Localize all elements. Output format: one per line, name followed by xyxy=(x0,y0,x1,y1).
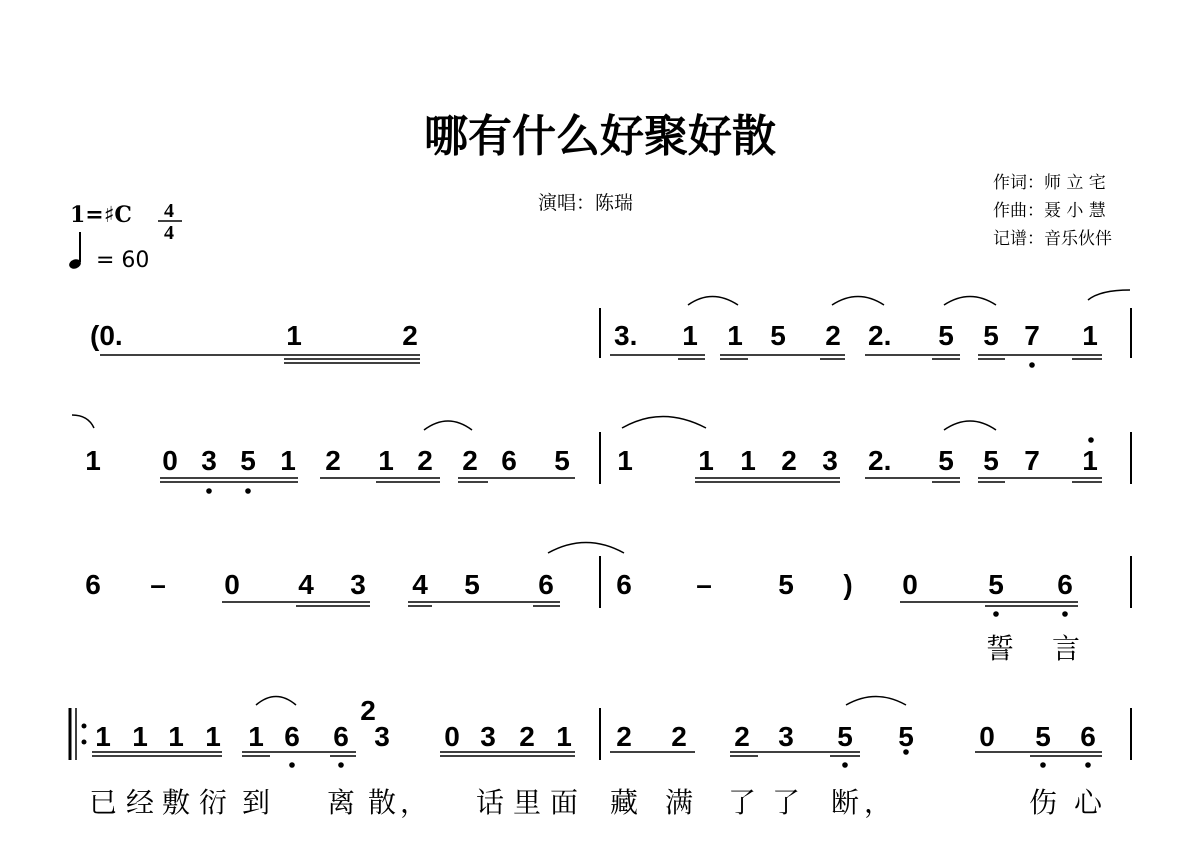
lyric: 衍 xyxy=(198,786,228,819)
lyric: 到 xyxy=(241,786,271,819)
transcriber-credit: 记谱：音乐伙伴 xyxy=(993,229,1112,249)
lyric: 散 xyxy=(367,786,397,819)
note: 6 xyxy=(501,445,517,476)
score-line-1 xyxy=(90,320,1098,351)
note: 6 xyxy=(616,569,632,600)
note: 5 xyxy=(464,569,480,600)
note: 0 xyxy=(162,445,178,476)
lyric: 里 xyxy=(512,786,542,819)
lyric: 伤 xyxy=(1028,786,1058,819)
octave-dots xyxy=(206,362,1094,768)
note: 1 xyxy=(280,445,296,476)
note: 7 xyxy=(1024,320,1040,351)
lyric: 了 xyxy=(727,786,757,819)
note: 6 xyxy=(538,569,554,600)
note: 1 xyxy=(617,445,633,476)
note: 1 xyxy=(682,320,698,351)
note: 1 xyxy=(132,721,148,752)
lyric: ， xyxy=(399,786,429,819)
note: 3 xyxy=(822,445,838,476)
note: 2 xyxy=(417,445,433,476)
key-signature: 1=♯C xyxy=(70,202,132,228)
note: 1 xyxy=(740,445,756,476)
note: 5 xyxy=(983,445,999,476)
underlines xyxy=(92,355,1102,756)
note: 1 xyxy=(556,721,572,752)
note: 2 xyxy=(616,721,632,752)
time-bottom: 4 xyxy=(164,222,174,244)
singer-line: 演唱：陈瑞 xyxy=(538,192,634,214)
note: 2 xyxy=(325,445,341,476)
note: 1 xyxy=(286,320,302,351)
lyric: 誓 xyxy=(985,632,1015,665)
note: 3. xyxy=(614,320,638,351)
song-title: 哪有什么好聚好散 xyxy=(424,111,776,162)
grace-note: 2 xyxy=(360,695,376,726)
note: 4 xyxy=(298,569,314,600)
lyricist-credit: 作词：师 立 宅 xyxy=(993,173,1106,193)
close-paren: ) xyxy=(843,569,853,600)
note: 2. xyxy=(868,445,892,476)
note: 6 xyxy=(85,569,101,600)
lyric: ， xyxy=(863,786,893,819)
note: 2 xyxy=(734,721,750,752)
lyric: 断 xyxy=(830,786,860,819)
note: 1 xyxy=(1082,445,1098,476)
lyric: 了 xyxy=(771,786,801,819)
score-line-2 xyxy=(85,445,1098,476)
note: 5 xyxy=(770,320,786,351)
tempo-value: = 60 xyxy=(96,248,150,273)
note: 5 xyxy=(837,721,853,752)
lyric: 面 xyxy=(549,786,579,819)
note: 1 xyxy=(205,721,221,752)
note: 1 xyxy=(1082,320,1098,351)
lyric: 满 xyxy=(664,786,694,819)
dash: – xyxy=(696,569,712,600)
note: 2 xyxy=(671,721,687,752)
note: 1 xyxy=(168,721,184,752)
note: 7 xyxy=(1024,445,1040,476)
lyric: 话 xyxy=(475,786,505,819)
note: 5 xyxy=(938,320,954,351)
note: 3 xyxy=(480,721,496,752)
note: 5 xyxy=(778,569,794,600)
note: 6 xyxy=(284,721,300,752)
lyric: 已 xyxy=(88,786,118,819)
note: 2 xyxy=(462,445,478,476)
lyric: 言 xyxy=(1051,632,1081,665)
note: 3 xyxy=(778,721,794,752)
score-line-3 xyxy=(85,569,1080,665)
note: 6 xyxy=(1057,569,1073,600)
note: 2 xyxy=(781,445,797,476)
note: 2 xyxy=(825,320,841,351)
time-top: 4 xyxy=(164,200,174,222)
composer-credit: 作曲：聂 小 慧 xyxy=(993,201,1106,221)
barlines xyxy=(70,308,1131,760)
note: 5 xyxy=(554,445,570,476)
note: 5 xyxy=(988,569,1004,600)
note: 6 xyxy=(333,721,349,752)
note: 2 xyxy=(402,320,418,351)
note: 3 xyxy=(201,445,217,476)
note: 4 xyxy=(412,569,428,600)
lyric: 藏 xyxy=(609,786,639,819)
lyric: 经 xyxy=(125,786,155,819)
lyric: 敷 xyxy=(161,786,191,819)
note: 1 xyxy=(95,721,111,752)
lyric: 离 xyxy=(326,786,356,819)
dash: – xyxy=(150,569,166,600)
lyric: 心 xyxy=(1073,786,1103,819)
note: 0 xyxy=(979,721,995,752)
note: 5 xyxy=(1035,721,1051,752)
note: 5 xyxy=(938,445,954,476)
score-line-4 xyxy=(89,695,1103,819)
note: 2 xyxy=(519,721,535,752)
note: 1 xyxy=(85,445,101,476)
note: 5 xyxy=(240,445,256,476)
note: 0 xyxy=(224,569,240,600)
note: 2. xyxy=(868,320,892,351)
note: 3 xyxy=(374,721,390,752)
note: 0 xyxy=(444,721,460,752)
note: (0. xyxy=(90,320,123,351)
note: 1 xyxy=(378,445,394,476)
note: 3 xyxy=(350,569,366,600)
note: 5 xyxy=(983,320,999,351)
note: 6 xyxy=(1080,721,1096,752)
repeat-dots xyxy=(82,724,87,745)
note: 1 xyxy=(698,445,714,476)
note: 1 xyxy=(727,320,743,351)
note: 5 xyxy=(898,721,914,752)
note: 1 xyxy=(248,721,264,752)
note: 0 xyxy=(902,569,918,600)
